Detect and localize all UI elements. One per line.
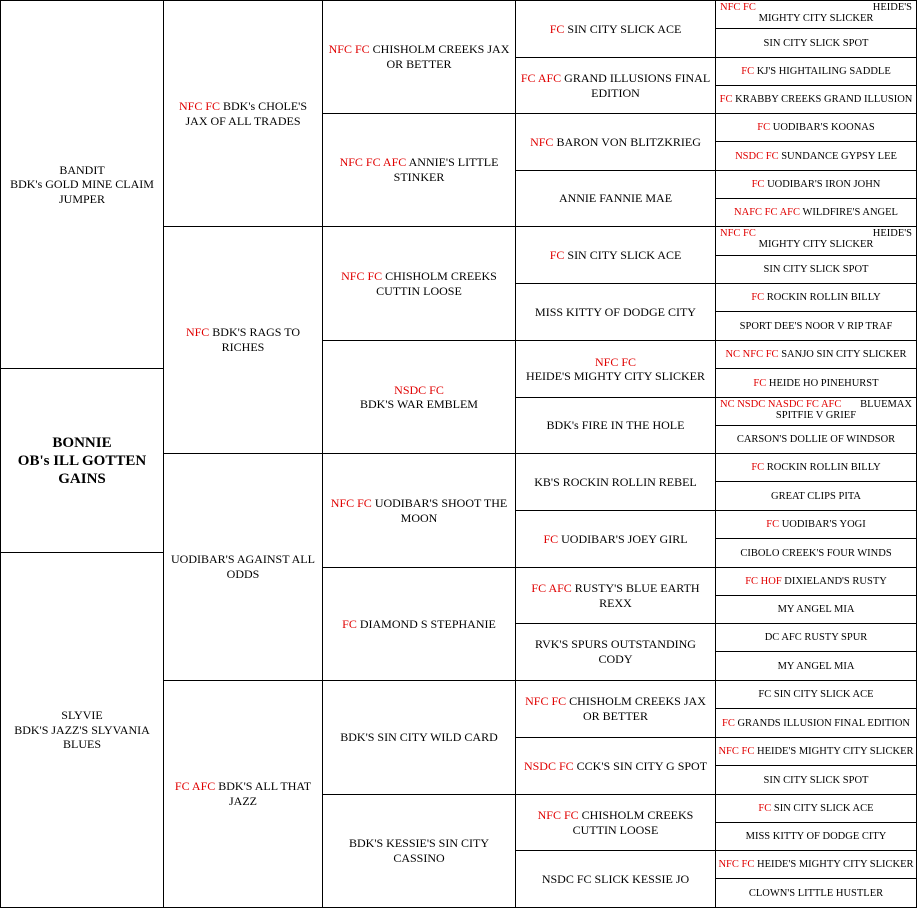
registered-name: CIBOLO CREEK'S FOUR WINDS bbox=[740, 547, 892, 559]
dog-name bbox=[778, 604, 855, 615]
registered-name: ANNIE FANNIE MAE bbox=[558, 191, 673, 205]
gen4-cell bbox=[715, 822, 917, 851]
title-prefix: NFC bbox=[185, 325, 210, 339]
gen1-cell bbox=[163, 680, 323, 908]
gen1-cell bbox=[163, 453, 323, 681]
dog-name bbox=[722, 718, 910, 729]
registered-name: UODIBAR'S SHOOT THE MOON bbox=[374, 495, 508, 525]
dam-registered-name: BDK'S JAZZ'S SLYVANIA bbox=[14, 722, 150, 737]
title-prefix: NFC FC bbox=[341, 268, 383, 283]
registered-name: HEIDE'S MIGHTY CITY SLICKER bbox=[756, 859, 914, 870]
dog-name bbox=[168, 325, 318, 355]
sire-registered-name: BDK's GOLD MINE CLAIM bbox=[10, 177, 154, 192]
gen2-cell bbox=[322, 567, 516, 681]
title-prefix: FC bbox=[753, 377, 767, 389]
registered-name: MISS KITTY OF DODGE CITY bbox=[535, 304, 696, 319]
dog-name bbox=[559, 191, 672, 206]
gen3-cell bbox=[515, 567, 716, 624]
title-prefix: NFC FC bbox=[328, 42, 370, 56]
title-prefix: FC bbox=[342, 616, 357, 631]
title-prefix: NFC FC bbox=[718, 746, 755, 757]
gen3-cell bbox=[515, 57, 716, 114]
gen4-cell bbox=[715, 141, 917, 171]
gen4-cell bbox=[715, 0, 917, 29]
registered-name: DIAMOND S STEPHANIE bbox=[359, 616, 496, 631]
gen4-cell bbox=[715, 255, 917, 284]
gen3-cell bbox=[515, 397, 716, 454]
title-prefix: NC NFC FC bbox=[725, 349, 779, 360]
gen3-cell bbox=[515, 623, 716, 681]
registered-name: DC AFC RUSTY SPUR bbox=[764, 632, 868, 643]
gen4-cell bbox=[715, 737, 917, 766]
dog-name bbox=[342, 617, 496, 632]
registered-name: SIN CITY SLICK ACE bbox=[567, 247, 682, 262]
dog-name bbox=[520, 71, 711, 101]
registered-name: MY ANGEL MIA bbox=[777, 660, 855, 672]
dog-name bbox=[520, 694, 711, 724]
dog-name bbox=[765, 632, 868, 643]
gen3-cell bbox=[515, 794, 716, 851]
registered-name-rest: SPITFIE V GRIEF bbox=[775, 410, 857, 421]
gen2-cell bbox=[322, 794, 516, 908]
dog-name bbox=[764, 775, 869, 786]
gen4-cell bbox=[715, 283, 917, 312]
dog-name bbox=[757, 122, 874, 133]
dog-name bbox=[753, 378, 878, 389]
dog-name bbox=[734, 207, 898, 218]
subject-registered-name: OB's ILL GOTTEN bbox=[17, 452, 147, 469]
registered-name: CHISHOLM CREEKS CUTTIN LOOSE bbox=[376, 268, 497, 298]
dog-name bbox=[735, 151, 897, 162]
gen3-cell bbox=[515, 340, 716, 398]
registered-name: NSDC FC SLICK KESSIE JO bbox=[541, 871, 690, 886]
registered-name-start: BLUEMAX bbox=[860, 399, 912, 410]
registered-name: GRAND ILLUSIONS FINAL EDITION bbox=[564, 70, 711, 100]
gen4-cell bbox=[715, 113, 917, 142]
registered-name: BDK'S ALL THAT JAZZ bbox=[218, 779, 312, 808]
title-prefix: NFC FC bbox=[720, 2, 756, 13]
registered-name: UODIBAR'S IRON JOHN bbox=[767, 179, 881, 190]
registered-name: BARON VON BLITZKRIEG bbox=[556, 134, 701, 149]
gen3-cell bbox=[515, 453, 716, 511]
dog-name bbox=[718, 746, 913, 757]
title-prefix: FC AFC bbox=[174, 779, 216, 793]
gen4-cell bbox=[715, 226, 917, 256]
dog-name bbox=[524, 759, 707, 774]
registered-name: ROCKIN ROLLIN BILLY bbox=[766, 462, 881, 473]
gen4-cell bbox=[715, 651, 917, 681]
gen3-cell bbox=[515, 0, 716, 58]
gen4-cell bbox=[715, 878, 917, 908]
dog-name bbox=[741, 66, 891, 77]
registered-name: BDK'S KESSIE'S SIN CITY CASSINO bbox=[348, 836, 489, 865]
dog-name bbox=[327, 496, 511, 526]
gen3-cell bbox=[515, 510, 716, 568]
gen4-cell bbox=[715, 28, 917, 58]
gen4-cell bbox=[715, 680, 917, 709]
title-prefix: NFC FC bbox=[178, 98, 221, 113]
dog-name bbox=[534, 475, 697, 490]
dog-name bbox=[327, 836, 511, 866]
title-prefix: FC bbox=[758, 803, 772, 814]
title-prefix: NFC FC bbox=[537, 807, 579, 822]
registered-name: KB'S ROCKIN ROLLIN REBEL bbox=[534, 474, 697, 489]
registered-name: SANJO SIN CITY SLICKER bbox=[781, 349, 907, 360]
registered-name: BDK'S SIN CITY WILD CARD bbox=[340, 730, 498, 744]
title-prefix: FC bbox=[751, 179, 765, 190]
registered-name: BDK'S RAGS TO RICHES bbox=[212, 325, 301, 354]
registered-name: GREAT CLIPS PITA bbox=[771, 490, 861, 502]
title-prefix: NAFC FC AFC bbox=[734, 207, 800, 218]
registered-name: SIN CITY SLICK ACE bbox=[773, 803, 874, 814]
dog-name bbox=[771, 491, 861, 502]
gen4-cell bbox=[715, 425, 917, 454]
gen2-cell bbox=[322, 226, 516, 341]
registered-name: UODIBAR'S JOEY GIRL bbox=[561, 531, 688, 546]
gen4-cell bbox=[715, 397, 917, 426]
gen4-cell bbox=[715, 57, 917, 86]
gen1-cell bbox=[163, 0, 323, 227]
dog-name bbox=[550, 248, 682, 263]
dog-name bbox=[737, 434, 895, 445]
dam-cell bbox=[0, 552, 164, 908]
gen4-cell bbox=[715, 708, 917, 738]
title-prefix: FC bbox=[719, 94, 733, 105]
registered-name: SIN CITY SLICK ACE bbox=[567, 21, 682, 36]
registered-name: SPORT DEE'S NOOR V RIP TRAF bbox=[739, 320, 893, 332]
registered-name: RVK'S SPURS OUTSTANDING CODY bbox=[535, 637, 696, 666]
registered-name: DIXIELAND'S RUSTY bbox=[784, 576, 887, 587]
registered-name: SUNDANCE GYPSY LEE bbox=[781, 150, 897, 162]
dog-name bbox=[520, 808, 711, 838]
subject-call-name: BONNIE bbox=[52, 434, 112, 451]
dog-name bbox=[168, 552, 318, 582]
gen1-cell bbox=[163, 226, 323, 454]
gen4-cell bbox=[715, 311, 917, 341]
title-prefix: FC bbox=[766, 519, 780, 530]
dog-name bbox=[168, 99, 318, 129]
gen2-cell bbox=[322, 453, 516, 568]
sire-registered-name-cont: JUMPER bbox=[58, 191, 105, 206]
gen4-cell bbox=[715, 85, 917, 114]
dog-name bbox=[547, 418, 685, 433]
title-prefix: FC bbox=[757, 122, 771, 133]
gen4-cell bbox=[715, 340, 917, 369]
gen4-cell bbox=[715, 510, 917, 539]
registered-name: UODIBAR'S AGAINST ALL ODDS bbox=[171, 552, 315, 581]
registered-name: ANNIE'S LITTLE STINKER bbox=[393, 155, 499, 184]
dog-name bbox=[327, 42, 511, 72]
title-prefix: NFC FC bbox=[718, 859, 755, 870]
registered-name: BDK's CHOLE'S JAX OF ALL TRADES bbox=[185, 98, 308, 128]
registered-name: UODIBAR'S YOGI bbox=[781, 519, 866, 530]
dog-name bbox=[752, 179, 881, 190]
dog-name bbox=[720, 94, 913, 105]
registered-name-rest: MIGHTY CITY SLICKER bbox=[758, 13, 874, 24]
dog-name bbox=[740, 321, 893, 332]
title-prefix: FC bbox=[751, 462, 765, 473]
registered-name: CHISHOLM CREEKS CUTTIN LOOSE bbox=[572, 807, 694, 837]
gen2-cell bbox=[322, 340, 516, 454]
registered-name: MY ANGEL MIA bbox=[777, 604, 855, 615]
title-prefix: NFC FC bbox=[525, 694, 567, 708]
gen4-cell bbox=[715, 595, 917, 624]
dog-name bbox=[751, 462, 880, 473]
dog-name bbox=[535, 305, 696, 320]
title-prefix: FC HOF bbox=[745, 576, 782, 587]
registered-name-start: HEIDE'S bbox=[872, 228, 912, 239]
dog-name bbox=[758, 689, 873, 700]
registered-name: KJ'S HIGHTAILING SADDLE bbox=[756, 66, 891, 77]
title-prefix: FC bbox=[741, 66, 755, 77]
dog-name bbox=[746, 831, 887, 842]
registered-name: WILDFIRE'S ANGEL bbox=[802, 207, 898, 218]
dog-name bbox=[718, 859, 913, 870]
registered-name-rest: MIGHTY CITY SLICKER bbox=[758, 239, 874, 250]
title-prefix: NFC bbox=[530, 134, 554, 149]
title-row bbox=[718, 2, 914, 13]
registered-name: HEIDE'S MIGHTY CITY SLICKER bbox=[526, 369, 705, 383]
title-row bbox=[718, 228, 914, 239]
dog-name bbox=[764, 38, 869, 49]
dam-registered-name-cont: BLUES bbox=[62, 737, 101, 752]
registered-name: CHISHOLM CREEKS JAX OR BETTER bbox=[372, 42, 510, 71]
sire-call-name: BANDIT bbox=[59, 162, 105, 177]
subject-registered-name-cont: GAINS bbox=[58, 470, 106, 487]
title-prefix: NFC FC AFC bbox=[339, 155, 407, 169]
title-prefix: NSDC FC bbox=[394, 382, 444, 397]
gen3-cell bbox=[515, 226, 716, 284]
dog-name bbox=[749, 888, 883, 899]
title-prefix: FC bbox=[751, 292, 765, 303]
registered-name: UODIBAR'S KOONAS bbox=[772, 122, 875, 133]
dog-name bbox=[543, 532, 687, 547]
gen4-cell bbox=[715, 765, 917, 795]
registered-name: HEIDE HO PINEHURST bbox=[768, 377, 879, 389]
gen4-cell bbox=[715, 538, 917, 568]
gen4-cell bbox=[715, 481, 917, 511]
gen4-cell bbox=[715, 850, 917, 879]
dog-name bbox=[520, 581, 711, 611]
registered-name: CLOWN'S LITTLE HUSTLER bbox=[748, 887, 884, 899]
dog-name bbox=[778, 661, 855, 672]
gen4-cell bbox=[715, 368, 917, 398]
gen2-cell bbox=[322, 680, 516, 795]
gen3-cell bbox=[515, 680, 716, 738]
registered-name: CHISHOLM CREEKS JAX OR BETTER bbox=[569, 694, 706, 723]
dog-name bbox=[764, 264, 869, 275]
title-prefix: FC AFC bbox=[520, 70, 562, 85]
gen3-cell bbox=[515, 283, 716, 341]
sire-cell bbox=[0, 0, 164, 369]
gen3-cell bbox=[515, 170, 716, 227]
title-prefix: NFC FC bbox=[330, 495, 372, 510]
gen4-cell bbox=[715, 567, 917, 596]
registered-name: HEIDE'S MIGHTY CITY SLICKER bbox=[756, 746, 914, 757]
gen3-cell bbox=[515, 113, 716, 171]
gen4-cell bbox=[715, 198, 917, 227]
registered-name: SIN CITY SLICK SPOT bbox=[763, 37, 869, 49]
dog-name bbox=[740, 548, 891, 559]
gen4-cell bbox=[715, 623, 917, 652]
registered-name: SIN CITY SLICK SPOT bbox=[763, 774, 869, 786]
gen4-cell bbox=[715, 794, 917, 823]
title-prefix: FC bbox=[549, 21, 565, 36]
registered-name: GRANDS ILLUSION FINAL EDITION bbox=[737, 717, 911, 729]
dog-name bbox=[766, 519, 866, 530]
registered-name-start: HEIDE'S bbox=[872, 2, 912, 13]
gen2-cell bbox=[322, 0, 516, 114]
title-prefix: FC bbox=[549, 247, 565, 262]
gen3-cell bbox=[515, 737, 716, 795]
registered-name: CCK'S SIN CITY G SPOT bbox=[576, 758, 708, 773]
dog-name bbox=[520, 637, 711, 667]
title-prefix: FC AFC bbox=[531, 580, 572, 595]
dog-name bbox=[725, 349, 906, 360]
registered-name: FC SIN CITY SLICK ACE bbox=[758, 689, 874, 700]
registered-name: BDK's FIRE IN THE HOLE bbox=[546, 418, 685, 432]
title-prefix: FC bbox=[543, 531, 559, 546]
dam-call-name: SLYVIE bbox=[61, 708, 103, 723]
gen4-cell bbox=[715, 170, 917, 199]
dog-name bbox=[758, 803, 873, 814]
registered-name: ROCKIN ROLLIN BILLY bbox=[766, 292, 881, 303]
title-prefix: NC NSDC NASDC FC AFC bbox=[720, 399, 842, 410]
dog-name bbox=[751, 292, 880, 303]
subject-cell bbox=[0, 368, 164, 553]
dog-name bbox=[542, 872, 689, 887]
title-row bbox=[718, 399, 914, 410]
gen4-cell bbox=[715, 453, 917, 482]
registered-name: BDK'S WAR EMBLEM bbox=[360, 397, 478, 411]
dog-name bbox=[745, 576, 887, 587]
title-prefix: NSDC FC bbox=[523, 758, 574, 773]
title-prefix: NSDC FC bbox=[735, 150, 779, 162]
registered-name: MISS KITTY OF DODGE CITY bbox=[745, 831, 887, 842]
title-prefix: NFC FC bbox=[720, 228, 756, 239]
registered-name: CARSON'S DOLLIE OF WINDSOR bbox=[736, 434, 896, 445]
dog-name bbox=[327, 269, 511, 299]
title-prefix: FC bbox=[721, 717, 735, 729]
dog-name bbox=[327, 155, 511, 185]
dog-name bbox=[530, 135, 701, 150]
registered-name: KRABBY CREEKS GRAND ILLUSION bbox=[735, 94, 913, 105]
gen3-cell bbox=[515, 850, 716, 908]
title-prefix: NFC FC bbox=[594, 354, 637, 369]
dog-name bbox=[340, 730, 498, 745]
dog-name bbox=[168, 779, 318, 809]
dog-name bbox=[550, 22, 682, 37]
gen2-cell bbox=[322, 113, 516, 227]
registered-name: RUSTY'S BLUE EARTH REXX bbox=[574, 580, 700, 610]
registered-name: SIN CITY SLICK SPOT bbox=[763, 264, 869, 275]
